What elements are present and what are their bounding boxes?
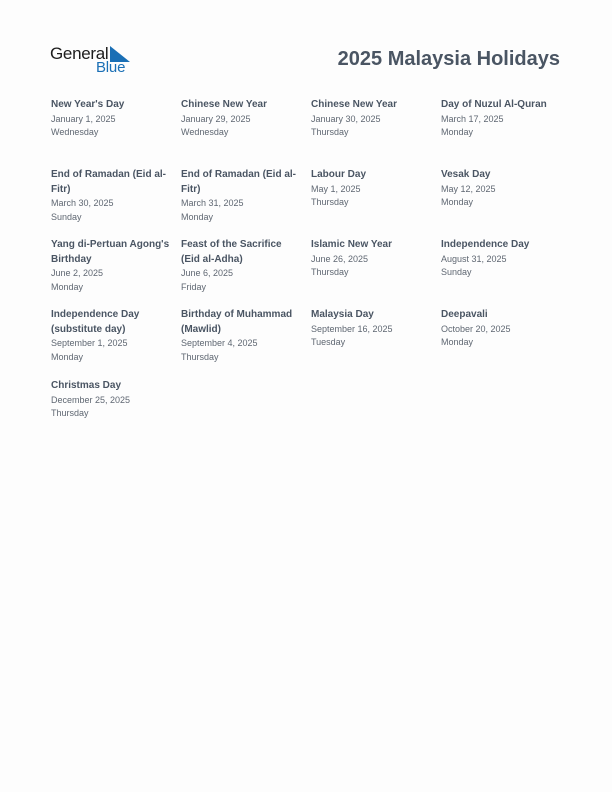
holiday-weekday: Monday — [181, 211, 214, 222]
logo-word-blue: Blue — [96, 59, 126, 76]
holiday-date: September 1, 2025 — [51, 338, 128, 348]
holiday-name: Malaysia Day — [311, 309, 374, 320]
logo-word-general: General — [50, 44, 109, 63]
holiday-name: Deepavali — [441, 309, 488, 320]
holiday-item — [441, 308, 571, 379]
holiday-item — [51, 238, 181, 308]
holiday-row — [51, 308, 571, 379]
holiday-item — [441, 168, 571, 238]
holiday-item — [51, 168, 181, 238]
holiday-weekday: Monday — [441, 197, 474, 207]
holiday-item — [441, 238, 571, 308]
holiday-item — [181, 98, 311, 168]
holiday-date: March 30, 2025 — [51, 198, 114, 208]
holiday-date: May 1, 2025 — [311, 183, 361, 194]
holiday-item — [51, 308, 181, 379]
holiday-weekday: Sunday — [441, 267, 472, 277]
holiday-weekday: Monday — [51, 281, 84, 292]
holiday-date: September 4, 2025 — [181, 338, 258, 348]
holiday-row — [51, 98, 571, 168]
holiday-grid — [51, 98, 571, 449]
holiday-name: Yang di-Pertuan Agong's Birthday — [51, 239, 170, 265]
holiday-name: Birthday of Muhammad (Mawlid) — [181, 309, 293, 335]
holiday-row — [51, 168, 571, 238]
holiday-name: Islamic New Year — [311, 239, 392, 250]
holiday-weekday: Thursday — [311, 127, 349, 137]
holiday-date: March 17, 2025 — [441, 113, 504, 124]
holiday-item — [311, 238, 441, 308]
holiday-date: June 6, 2025 — [181, 268, 234, 278]
page-title: 2025 Malaysia Holidays — [337, 48, 560, 70]
holiday-name: End of Ramadan (Eid al-Fitr) — [181, 169, 297, 195]
holiday-name: End of Ramadan (Eid al-Fitr) — [51, 169, 167, 195]
holiday-date: March 31, 2025 — [181, 198, 244, 208]
holiday-weekday: Wednesday — [181, 127, 229, 137]
holiday-row — [51, 379, 571, 449]
holiday-item — [181, 308, 311, 379]
holiday-weekday: Thursday — [311, 267, 349, 277]
holiday-name: Chinese New Year — [311, 99, 397, 110]
holiday-weekday: Thursday — [181, 351, 219, 362]
holiday-date: January 29, 2025 — [181, 113, 251, 124]
holiday-weekday: Sunday — [51, 211, 82, 222]
holiday-name: Independence Day (substitute day) — [51, 309, 140, 335]
holiday-name: Chinese New Year — [181, 99, 267, 110]
holiday-name: Labour Day — [311, 169, 367, 180]
holiday-item — [181, 238, 311, 308]
holiday-weekday: Friday — [181, 281, 207, 292]
holiday-date: May 12, 2025 — [441, 183, 496, 194]
holiday-item — [51, 98, 181, 168]
holiday-date: September 16, 2025 — [311, 323, 393, 334]
holiday-weekday: Monday — [51, 351, 84, 362]
generalblue-logo — [50, 44, 140, 78]
holiday-item — [441, 98, 571, 168]
holiday-name: Christmas Day — [51, 380, 122, 391]
holiday-weekday: Tuesday — [311, 337, 346, 347]
holiday-name: Day of Nuzul Al-Quran — [441, 99, 547, 110]
holiday-date: October 20, 2025 — [441, 323, 511, 334]
holiday-weekday: Thursday — [51, 408, 89, 418]
holiday-weekday: Monday — [441, 337, 474, 347]
holiday-item — [311, 308, 441, 379]
holiday-item — [181, 168, 311, 238]
holiday-item — [311, 98, 441, 168]
holiday-row — [51, 238, 571, 308]
holiday-weekday: Thursday — [311, 197, 349, 207]
holiday-name: Vesak Day — [441, 169, 491, 180]
holiday-weekday: Monday — [441, 127, 474, 137]
holiday-name: Feast of the Sacrifice (Eid al-Adha) — [181, 239, 282, 265]
holiday-weekday: Wednesday — [51, 127, 99, 137]
holiday-date: December 25, 2025 — [51, 394, 131, 405]
holiday-name: New Year's Day — [51, 99, 125, 110]
holiday-date: June 26, 2025 — [311, 253, 369, 264]
holiday-item — [311, 168, 441, 238]
holiday-date: August 31, 2025 — [441, 253, 507, 264]
holiday-date: January 1, 2025 — [51, 113, 116, 124]
holiday-date: June 2, 2025 — [51, 268, 104, 278]
holiday-date: January 30, 2025 — [311, 113, 381, 124]
holiday-name: Independence Day — [441, 239, 530, 250]
holiday-item — [51, 379, 181, 449]
